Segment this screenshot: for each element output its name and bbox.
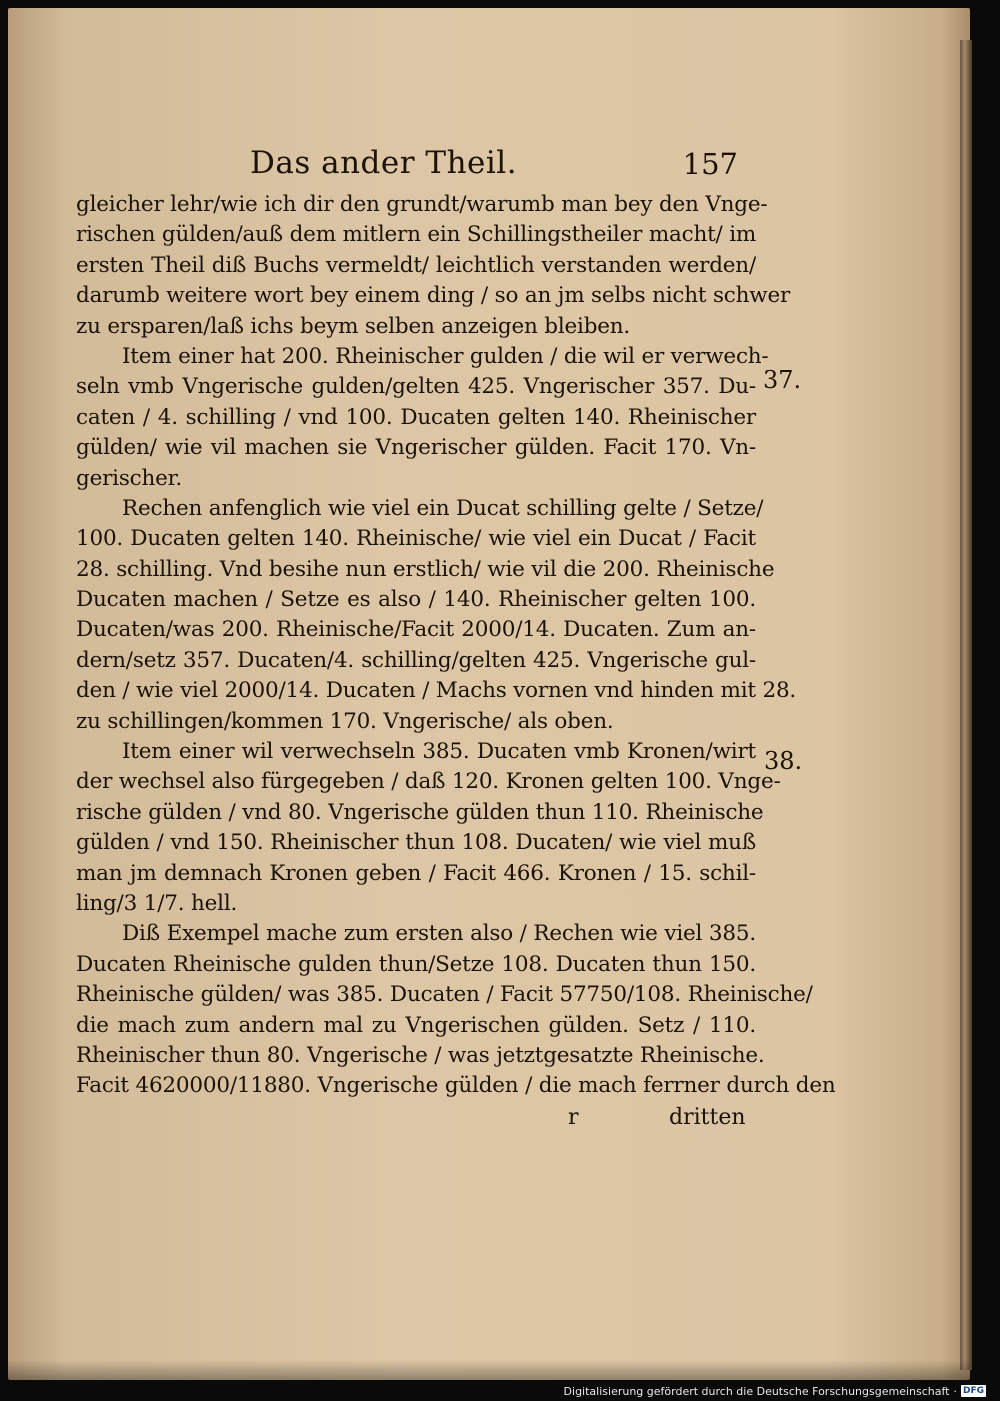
text-line: Item einer wil verwechseln 385. Ducaten vmb Kronen/wirt <box>122 739 756 765</box>
text-line: ersten Theil diß Buchs vermeldt/ leichtlich verstanden werden/ <box>76 252 756 278</box>
text-line: zu schillingen/kommen 170. Vngerische/ als oben. <box>76 708 614 734</box>
text-line: zu ersparen/laß ichs beym selben anzeigen bleiben. <box>76 313 631 339</box>
text-line: dern/setz 357. Ducaten/4. schilling/gelten 425. Vngerische gul- <box>76 647 756 673</box>
text-line: man jm demnach Kronen geben / Facit 466. Kronen / 15. schil- <box>76 860 756 886</box>
footer-separator: · <box>953 1384 957 1398</box>
text-line: den / wie viel 2000/14. Ducaten / Machs vornen vnd hinden mit 28. <box>76 678 797 704</box>
page-header <box>250 145 750 185</box>
text-line: darumb weitere wort bey einem ding / so an jm selbs nicht schwer <box>76 283 791 309</box>
text-line: der wechsel also fürgegeben / daß 120. Kronen gelten 100. Vnge- <box>76 769 781 795</box>
text-line: Ducaten machen / Setze es also / 140. Rheinischer gelten 100. <box>76 587 756 613</box>
text-line: Ducaten/was 200. Rheinische/Facit 2000/14. Ducaten. Zum an- <box>76 617 756 643</box>
page-edge <box>960 40 972 1370</box>
text-line: gülden / vnd 150. Rheinischer thun 108. Ducaten/ wie viel muß <box>76 830 756 856</box>
text-line: rischen gülden/auß dem mitlern ein Schillingstheiler macht/ im <box>76 222 757 248</box>
text-line: seln vmb Vngerische gulden/gelten 425. Vngerischer 357. Du- <box>76 374 756 400</box>
text-line: gleicher lehr/wie ich dir den grundt/warumb man bey den Vnge- <box>76 192 768 217</box>
margin-note-38: 38. <box>764 747 803 775</box>
text-line: Rheinischer thun 80. Vngerische / was jetztgesatzte Rheinische. <box>76 1042 765 1068</box>
footer-credit <box>564 1384 986 1398</box>
text-line: Rheinische gülden/ was 385. Ducaten / Facit 57750/108. Rheinische/ <box>76 982 813 1008</box>
text-line: Rechen anfenglich wie viel ein Ducat schilling gelte / Setze/ <box>122 495 764 521</box>
text-line: 28. schilling. Vnd besihe nun erstlich/ wie vil die 200. Rheinische <box>76 556 775 582</box>
text-line: die mach zum andern mal zu Vngerischen gülden. Setz / 110. <box>76 1012 756 1038</box>
text-line: Item einer hat 200. Rheinischer gulden / die wil er verwech- <box>122 343 769 369</box>
text-line: rische gülden / vnd 80. Vngerische gülden thun 110. Rheinische <box>76 799 764 825</box>
margin-note-37: 37. <box>763 366 802 394</box>
text-line: Facit 4620000/11880. Vngerische gülden / die mach ferrner durch den <box>76 1073 836 1099</box>
text-line: ling/3 1/7. hell. <box>76 890 238 916</box>
running-title: Das ander Theil. <box>250 145 518 181</box>
catchword: dritten <box>669 1105 746 1130</box>
text-line: gülden/ wie vil machen sie Vngerischer gülden. Facit 170. Vn- <box>76 435 756 461</box>
text-line: gerischer. <box>76 465 183 491</box>
text-line: 100. Ducaten gelten 140. Rheinische/ wie viel ein Ducat / Facit <box>76 526 756 552</box>
footer-text: Digitalisierung gefördert durch die Deutsche Forschungsgemeinschaft <box>563 1384 950 1398</box>
page-shadow <box>8 1360 970 1380</box>
text-line: Diß Exempel mache zum ersten also / Rechen wie viel 385. <box>122 921 756 947</box>
page-number: 157 <box>682 147 738 181</box>
dfg-logo: DFG <box>962 1386 984 1396</box>
signature-mark: r <box>568 1105 579 1130</box>
text-line: caten / 4. schilling / vnd 100. Ducaten gelten 140. Rheinischer <box>76 404 756 430</box>
text-line: Ducaten Rheinische gulden thun/Setze 108. Ducaten thun 150. <box>76 951 756 977</box>
